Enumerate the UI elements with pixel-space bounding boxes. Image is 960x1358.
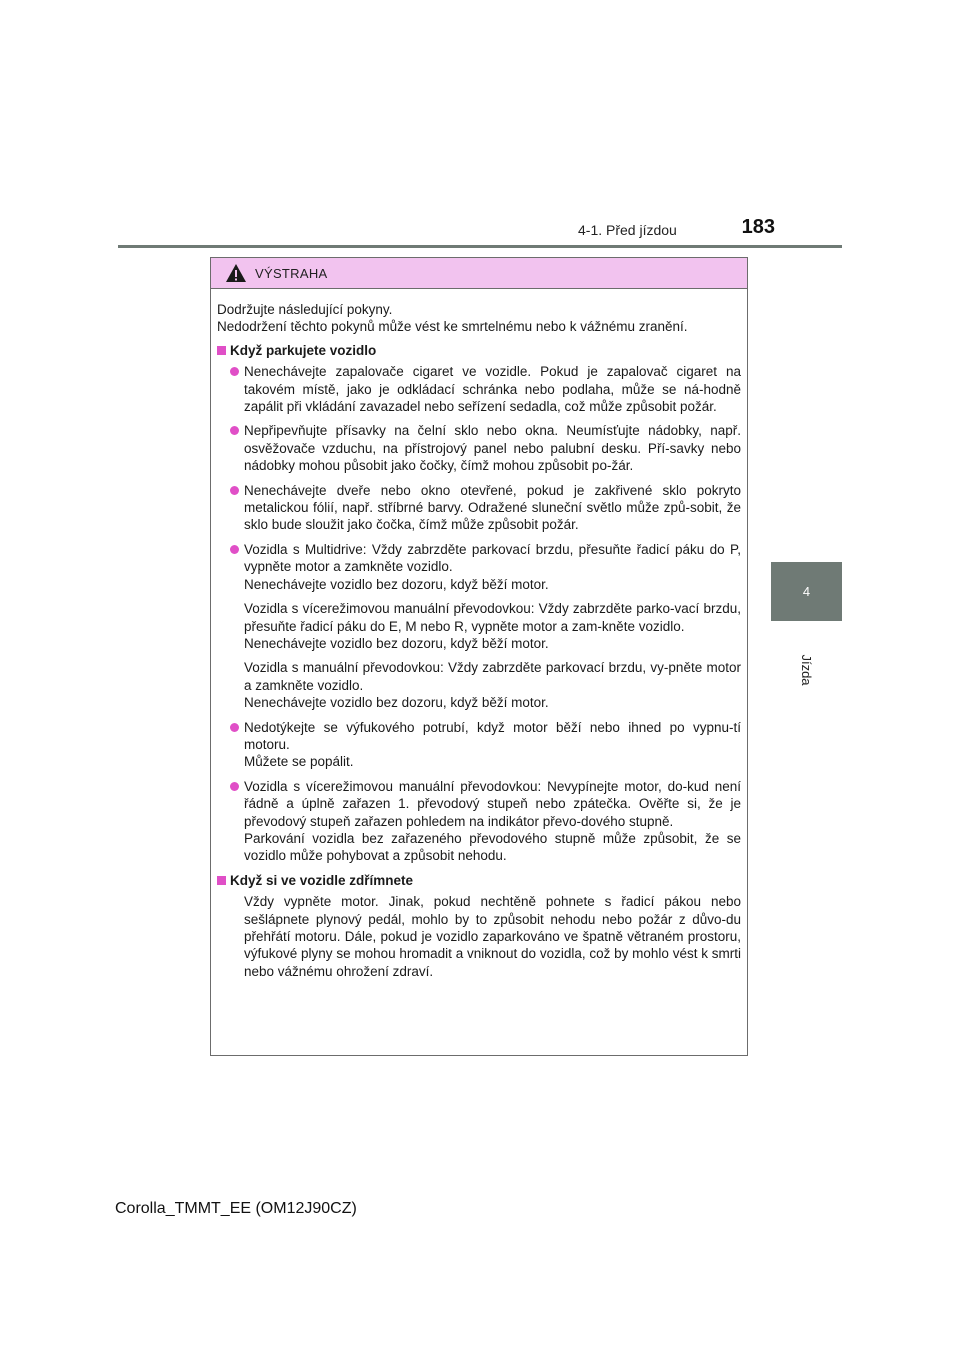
list-item <box>217 719 741 771</box>
intro-line: Dodržujte následující pokyny. <box>217 302 393 317</box>
paragraph: Vozidla s vícerežimovou manuální převodovkou: Nevypínejte motor, do-kud není řádně a úplně zařazen 1. převodový stupeň nebo zpátečka. Ověřte si, že je převodový stupeň zařazen pohledem na indikátor převo-dového stupně. <box>244 778 741 829</box>
list-item <box>217 482 741 534</box>
page-number: 183 <box>741 216 775 238</box>
warning-triangle-icon <box>225 263 247 283</box>
square-bullet-icon <box>217 876 226 885</box>
paragraph: Vždy vypněte motor. Jinak, pokud nechtěně pohnete s řadicí pákou nebo sešlápnete plynový pedál, mohlo by to způsobit nehodu nebo požár z důvo-du přehřátí motoru. Dále, pokud je vozidlo zaparkováno ve špatně větraném prostoru, výfukové plyny se mohou hromadit a vniknout do vozidla, což by mohlo vést k smrti nebo vážnému ohrožení zdraví. <box>244 894 741 979</box>
section-heading-text: Když parkujete vozidlo <box>230 342 377 358</box>
section-heading-text: Když si ve vozidle zdřímnete <box>230 872 414 888</box>
round-bullet-icon <box>230 782 239 791</box>
chapter-tab[interactable]: 4 <box>771 562 842 621</box>
round-bullet-icon <box>230 486 239 495</box>
round-bullet-icon <box>230 723 239 732</box>
round-bullet-icon <box>230 426 239 435</box>
warning-header <box>211 258 747 289</box>
paragraph: Nenechávejte dveře nebo okno otevřené, pokud je zakřivené sklo pokryto metalickou fólií, např. stříbrné barvy. Odražené sluneční světlo může způ-sobit, že sklo bude sloužit jako čočka, čímž může způsobit požár. <box>244 482 741 533</box>
warning-body <box>211 289 747 980</box>
paragraph: Nepřipevňujte přísavky na čelní sklo nebo okna. Neumísťujte nádobky, např. osvěžovače vzduchu, na přístrojový panel nebo palubní desku. Pří-savky nebo nádobky mohou působit jako čočky, čímž mohou způsobit po-žár. <box>244 423 741 474</box>
list-item <box>217 422 741 474</box>
paragraph: Můžete se popálit. <box>244 754 354 770</box>
paragraph: Nedotýkejte se výfukového potrubí, když motor běží nebo ihned po vypnu-tí motoru. <box>244 719 741 752</box>
chapter-label: Jízda <box>799 654 814 686</box>
round-bullet-icon <box>230 545 239 554</box>
warning-box <box>210 257 748 1056</box>
list-item <box>217 541 741 712</box>
header-divider <box>118 245 842 248</box>
section-heading <box>217 872 741 889</box>
footer-model-code: Corolla_TMMT_EE (OM12J90CZ) <box>115 1200 357 1217</box>
square-bullet-icon <box>217 346 226 355</box>
section-parking <box>217 342 741 865</box>
paragraph: Parkování vozidla bez zařazeného převodového stupně může způsobit, že se vozidlo může pohybovat a způsobit nehodu. <box>244 830 741 864</box>
intro-line: Nedodržení těchto pokynů může vést ke smrtelnému nebo k vážnému zranění. <box>217 319 688 335</box>
paragraph: Nenechávejte vozidlo bez dozoru, když běží motor. <box>244 635 549 651</box>
paragraph: Vozidla s Multidrive: Vždy zabrzděte parkovací brzdu, přesuňte řadicí páku do P, vypněte motor a zamkněte vozidlo. <box>244 541 741 575</box>
list-item <box>217 778 741 865</box>
header-section-title: 4-1. Před jízdou <box>578 222 677 238</box>
section-napping <box>217 872 741 980</box>
warning-intro <box>217 301 741 336</box>
paragraph: Vozidla s vícerežimovou manuální převodovkou: Vždy zabrzděte parko-vací brzdu, přesuňte řadicí páku do E, M nebo R, vypněte motor a zam-kněte vozidlo. <box>244 601 741 634</box>
round-bullet-icon <box>230 367 239 376</box>
paragraph: Nenechávejte zapalovače cigaret ve vozidle. Pokud je zapalovač cigaret na takovém místě, jako je odkládací schránka nebo podlaha, může se ná-hodně zapálit při vkládání zavazadel nebo seřízení sedadla, což může způsobit požár. <box>244 364 741 415</box>
paragraph: Nenechávejte vozidlo bez dozoru, když běží motor. <box>244 576 549 592</box>
section-heading <box>217 342 741 359</box>
paragraph: Vozidla s manuální převodovkou: Vždy zabrzděte parkovací brzdu, vy-pněte motor a zamkněte vozidlo. <box>244 660 741 693</box>
list-item <box>217 363 741 415</box>
paragraph: Nenechávejte vozidlo bez dozoru, když běží motor. <box>244 695 549 711</box>
warning-title: VÝSTRAHA <box>255 265 328 281</box>
